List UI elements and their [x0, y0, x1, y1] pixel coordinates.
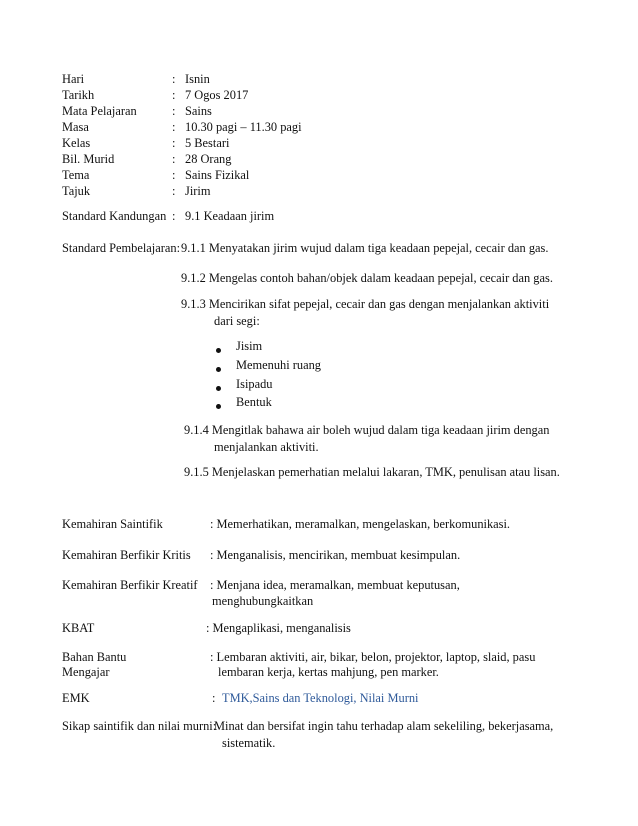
emk-value: TMK,Sains dan Teknologi, Nilai Murni	[222, 691, 419, 705]
standard-pembelajaran-item-3-cont: dari segi:	[214, 314, 260, 328]
bullet-icon	[216, 399, 221, 411]
bahan-bantu-value: : Lembaran aktiviti, air, bikar, belon, projektor, laptop, slaid, pasu	[210, 650, 536, 664]
kemahiran-kritis-label: Kemahiran Berfikir Kritis	[62, 548, 191, 562]
standard-pembelajaran-item-1: 9.1.1 Menyatakan jirim wujud dalam tiga keadaan pepejal, cecair dan gas.	[181, 241, 549, 255]
header-value-tajuk: Jirim	[185, 184, 211, 198]
bullet-item-jisim: Jisim	[236, 339, 263, 353]
header-colon: :	[172, 104, 176, 118]
standard-pembelajaran-item-2: 9.1.2 Mengelas contoh bahan/objek dalam keadaan pepejal, cecair dan gas.	[181, 271, 553, 285]
bullet-icon	[216, 343, 221, 355]
kemahiran-saintifik-label: Kemahiran Saintifik	[62, 517, 163, 531]
header-label-kelas: Kelas	[62, 136, 91, 150]
header-colon: :	[172, 152, 176, 166]
header-colon: :	[172, 136, 176, 150]
header-label-masa: Masa	[62, 120, 89, 134]
header-value-mata-pelajaran: Sains	[185, 104, 212, 118]
standard-pembelajaran-item-5: 9.1.5 Menjelaskan pemerhatian melalui lakaran, TMK, penulisan atau lisan.	[184, 465, 560, 479]
header-value-bil-murid: 28 Orang	[185, 152, 232, 166]
header-colon: :	[172, 184, 176, 198]
bahan-bantu-label: Bahan Bantu	[62, 650, 127, 664]
standard-pembelajaran-item-3: 9.1.3 Mencirikan sifat pepejal, cecair dan gas dengan menjalankan aktiviti	[181, 297, 550, 311]
header-label-hari: Hari	[62, 72, 85, 86]
header-colon: :	[172, 88, 176, 102]
header-label-mata-pelajaran: Mata Pelajaran	[62, 104, 137, 118]
standard-pembelajaran-item-4-cont: menjalankan aktiviti.	[214, 440, 319, 454]
header-label-bil-murid: Bil. Murid	[62, 152, 115, 166]
sikap-label: Sikap saintifik dan nilai murni:	[62, 719, 217, 733]
kemahiran-kreatif-value-cont: menghubungkaitkan	[212, 594, 314, 608]
bullet-item-bentuk: Bentuk	[236, 395, 272, 409]
header-value-kelas: 5 Bestari	[185, 136, 230, 150]
kbat-label: KBAT	[62, 621, 95, 635]
header-colon: :	[172, 72, 176, 86]
header-value-hari: Isnin	[185, 72, 210, 86]
header-value-masa: 10.30 pagi – 11.30 pagi	[185, 120, 302, 134]
sikap-value-cont: sistematik.	[222, 736, 276, 750]
kbat-value: : Mengaplikasi, menganalisis	[206, 621, 351, 635]
standard-kandungan-label: Standard Kandungan	[62, 209, 167, 223]
kemahiran-saintifik-value: : Memerhatikan, meramalkan, mengelaskan, berkomunikasi.	[210, 517, 511, 531]
bahan-bantu-value-cont: lembaran kerja, kertas mahjung, pen marker.	[218, 665, 439, 679]
standard-kandungan-value: 9.1 Keadaan jirim	[185, 209, 275, 223]
standard-pembelajaran-item-4: 9.1.4 Mengitlak bahawa air boleh wujud dalam tiga keadaan jirim dengan	[184, 423, 550, 437]
header-value-tema: Sains Fizikal	[185, 168, 250, 182]
bahan-bantu-label-cont: Mengajar	[62, 665, 110, 679]
standard-kandungan-colon: :	[172, 209, 176, 223]
kemahiran-kritis-value: : Menganalisis, mencirikan, membuat kesimpulan.	[210, 548, 461, 562]
sikap-value: Minat dan bersifat ingin tahu terhadap alam sekeliling, bekerjasama,	[214, 719, 554, 733]
header-colon: :	[172, 168, 176, 182]
kemahiran-kreatif-label: Kemahiran Berfikir Kreatif	[62, 578, 198, 592]
kemahiran-kreatif-value: : Menjana idea, meramalkan, membuat keputusan,	[210, 578, 460, 592]
header-colon: :	[172, 120, 176, 134]
bullet-item-memenuhi-ruang: Memenuhi ruang	[236, 358, 321, 372]
emk-colon: :	[212, 691, 216, 705]
emk-label: EMK	[62, 691, 90, 705]
bullet-icon	[216, 362, 221, 374]
standard-pembelajaran-label: Standard Pembelajaran:	[62, 241, 181, 255]
header-label-tema: Tema	[62, 168, 90, 182]
header-value-tarikh: 7 Ogos 2017	[185, 88, 249, 102]
header-label-tajuk: Tajuk	[62, 184, 91, 198]
bullet-item-isipadu: Isipadu	[236, 377, 273, 391]
bullet-icon	[216, 381, 221, 393]
header-label-tarikh: Tarikh	[62, 88, 95, 102]
